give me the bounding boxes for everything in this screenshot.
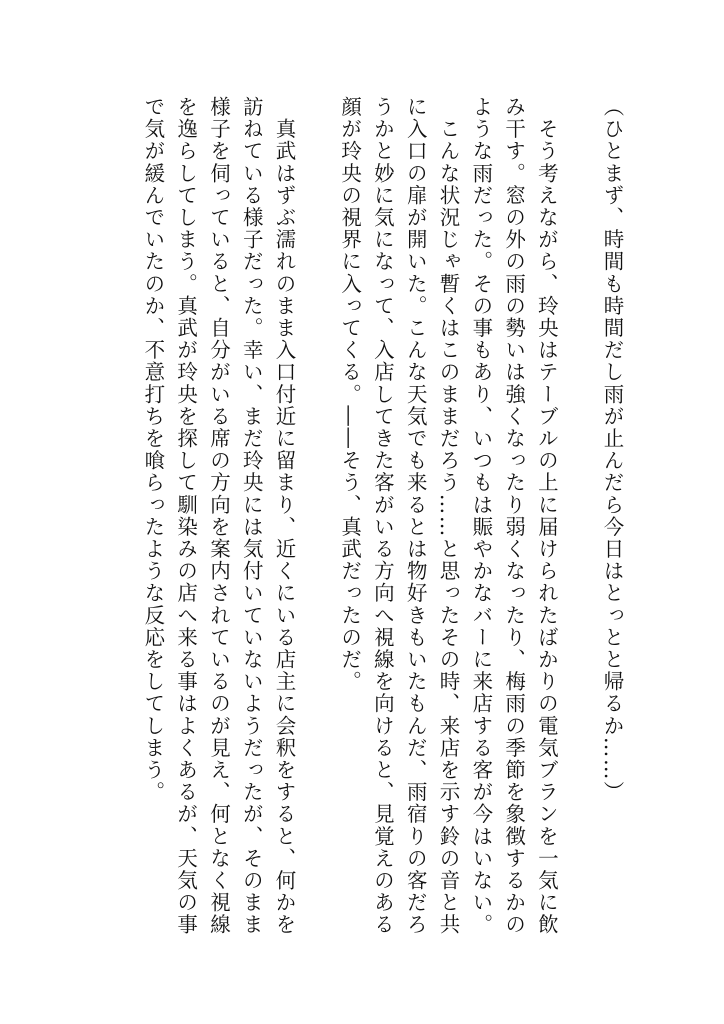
paragraph-gap <box>562 96 595 956</box>
paragraph-2: こんな状況じゃ暫くはこのままだろう……と思ったその時、来店を示す鈴の音と共に入口の扉が開いた。こんな天気でも来るとは物好きもいたもんだ、雨宿りの客だろうかと妙に気になって、入店してきた客がいる方向へ視線を向けると、見覚えのある顔が玲央の視界に入ってくる。――そう、真武だったのだ。 <box>337 96 461 936</box>
paragraph-gap <box>300 96 333 956</box>
paragraph-thought: （ひとまず、時間も時間だし雨が止んだら今日はとっとと帰るか……） <box>600 96 624 804</box>
vertical-text-block <box>68 96 628 956</box>
paragraph-1: そう考えながら、玲央はテーブルの上に届けられたばかりの電気ブランを一気に飲み干す。窓の外の雨の勢いは強くなったり弱くなったり、梅雨の季節を象徴するかのような雨だった。その事もあり、いつもは賑やかなバーに来店する客が今はいない。 <box>468 96 559 936</box>
paragraph-3: 真武はずぶ濡れのまま入口付近に留まり、近くにいる店主に会釈をすると、何かを訪ねている様子だった。幸い、まだ玲央には気付いていないようだったが、そのまま様子を伺っていると、自分がいる席の方向を案内されているのが見え、何となく視線を逸らしてしまう。真武が玲央を探して馴染みの店へ来る事はよくあるが、天気の事で気が緩んでいたのか、不意打ちを喰らったような反応をしてしまう。 <box>140 96 297 936</box>
